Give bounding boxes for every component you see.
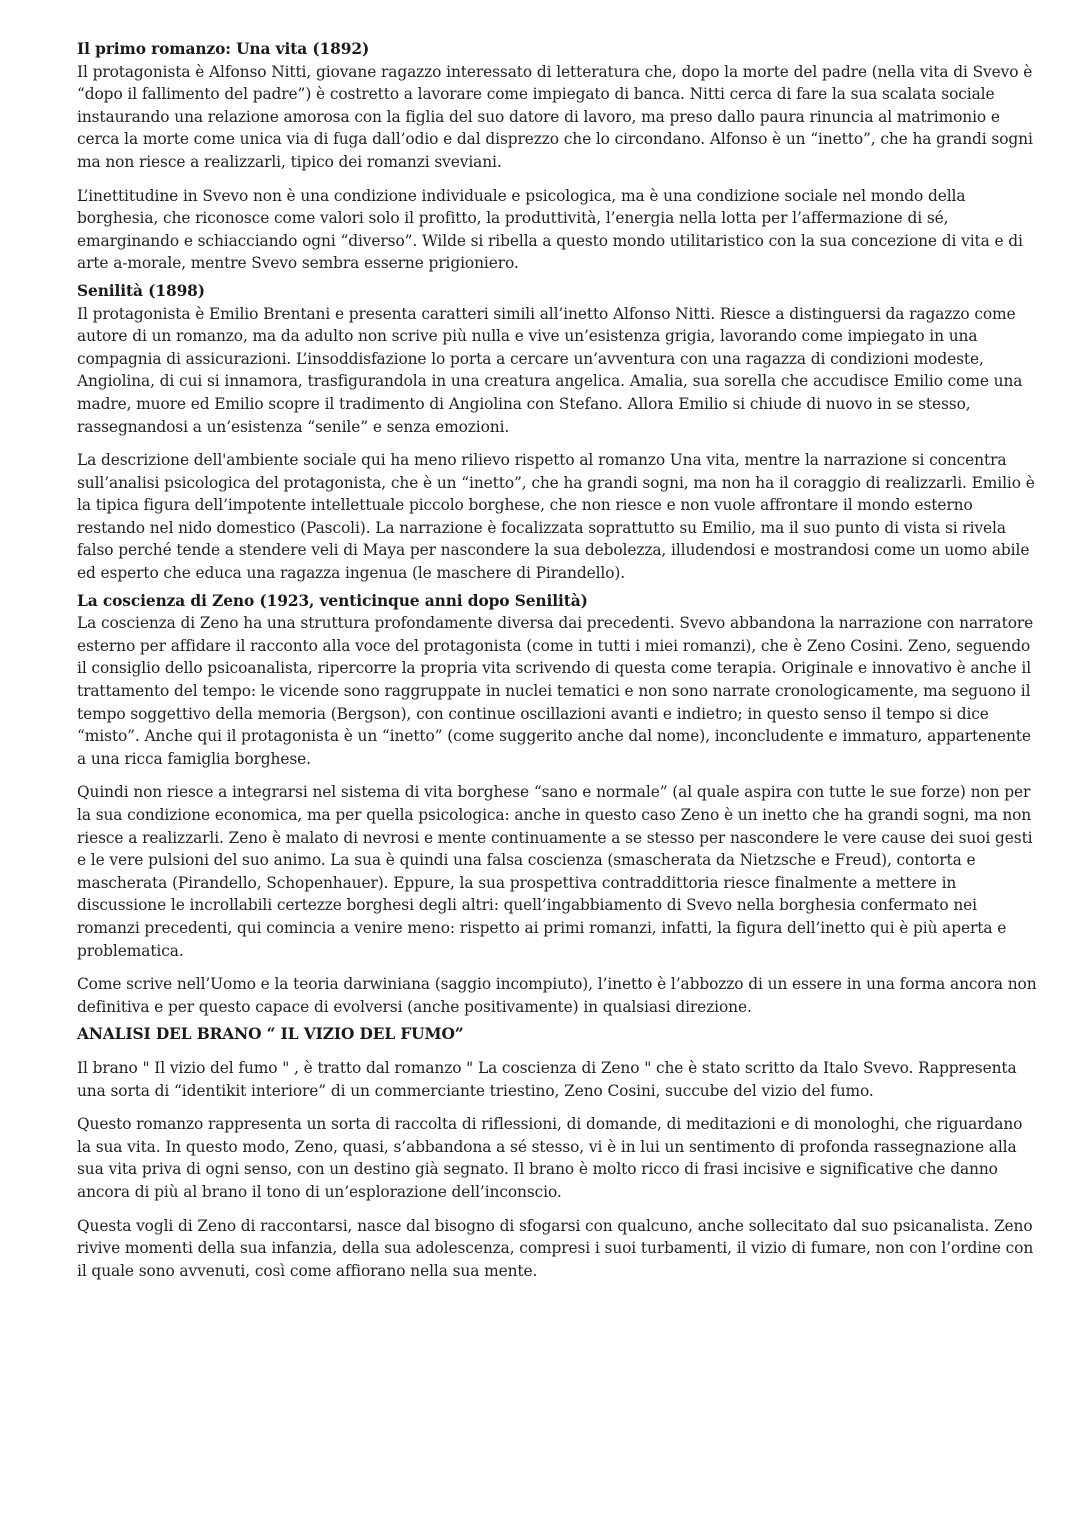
section-heading-una-vita: Il primo romanzo: Una vita (1892) xyxy=(77,40,370,58)
document-page xyxy=(77,38,1037,1293)
paragraph-zeno-2: Quindi non riesce a integrarsi nel sistema di vita borghese “sano e normale” (al quale aspira con tutte le sue forze) non per la sua condizione economica, ma per quella psicologica: anche in questo caso Zeno è un inetto che ha grandi sogni, ma non riesce a realizzarli. Zeno è malato di nevrosi e mente continuamente a se stesso per nascondere le vere cause dei suoi gesti e le vere pulsioni del suo animo. La sua è quindi una falsa coscienza (smascherata da Nietzsche e Freud), contorta e mascherata (Pirandello, Schopenhauer). Eppure, la sua prospettiva contraddittoria riesce finalmente a mettere in discussione le incrollabili certezze borghesi degli altri: quell’ingabbiamento di Svevo nella borghesia confermato nei romanzi precedenti, qui comincia a venire meno: rispetto ai primi romanzi, infatti, la figura dell’inetto qui è più aperta e problematica. xyxy=(77,783,1033,960)
paragraph-una-vita-2: L’inettitudine in Svevo non è una condizione individuale e psicologica, ma è una condizione sociale nel mondo della borghesia, che riconosce come valori solo il profitto, la produttività, l’energia nella lotta per l’affermazione di sé, emarginando e schiacciando ogni “diverso”. Wilde si ribella a questo mondo utilitaristico con la sua concezione di vita e di arte a-morale, mentre Svevo sembra esserne prigioniero. xyxy=(77,186,1023,273)
paragraph-senilita-2: La descrizione dell'ambiente sociale qui ha meno rilievo rispetto al romanzo Una vita, mentre la narrazione si concentra sull’analisi psicologica del protagonista, che è un “inetto”, che ha grandi sogni, ma non ha il coraggio di realizzarli. Emilio è la tipica figura dell’impotente intellettuale piccolo borghese, che non riesce e non vuole affrontare il mondo esterno restando nel nido domestico (Pascoli). La narrazione è focalizzata soprattutto su Emilio, ma il suo punto di vista si rivela falso perché tende a stendere veli di Maya per nascondere la sua debolezza, illudendosi e mostrandosi come un uomo abile ed esperto che educa una ragazza ingenua (le maschere di Pirandello). xyxy=(77,451,1035,583)
paragraph-una-vita-1: Il protagonista è Alfonso Nitti, giovane ragazzo interessato di letteratura che, dopo la morte del padre (nella vita di Svevo è “dopo il fallimento del padre”) è costretto a lavorare come impiegato di banca. Nitti cerca di fare la sua scalata sociale instaurando una relazione amorosa con la figlia del suo datore di lavoro, ma preso dallo paura rinuncia al matrimonio e cerca la morte come unica via di fuga dall’odio e dal disprezzo che lo circondano. Alfonso è un “inetto”, che ha grandi sogni ma non riesce a realizzarli, tipico dei romanzi sveviani. xyxy=(77,62,1033,171)
section-heading-analisi-brano: ANALISI DEL BRANO “ IL VIZIO DEL FUMO” xyxy=(77,1025,464,1044)
paragraph-senilita-1: Il protagonista è Emilio Brentani e presenta caratteri simili all’inetto Alfonso Nitti. Riesce a distinguersi da ragazzo come autore di un romanzo, ma da adulto non scrive più nulla e vive un’esistenza grigia, lavorando come impiegato in una compagnia di assicurazioni. L’insoddisfazione lo porta a cercare un’avventura con una ragazza di condizioni modeste, Angiolina, di cui si innamora, trasfigurandola in una creatura angelica. Amalia, sua sorella che accudisce Emilio come una madre, muore ed Emilio scopre il tradimento di Angiolina con Stefano. Allora Emilio si chiude di nuovo in se stesso, rassegnandosi a un’esistenza “senile” e senza emozioni. xyxy=(77,304,1023,436)
paragraph-analisi-1: Il brano " Il vizio del fumo " , è tratto dal romanzo " La coscienza di Zeno " che è stato scritto da Italo Svevo. Rappresenta una sorta di “identikit interiore” di un commerciante triestino, Zeno Cosini, succube del vizio del fumo. xyxy=(77,1058,1017,1100)
paragraph-analisi-2: Questo romanzo rappresenta un sorta di raccolta di riflessioni, di domande, di meditazioni e di monologhi, che riguardano la sua vita. In questo modo, Zeno, quasi, s’abbandona a sé stesso, vi è in lui un sentimento di profonda rassegnazione alla sua vita priva di ogni senso, con un destino già segnato. Il brano è molto ricco di frasi incisive e significative che danno ancora di più al brano il tono di un’esplorazione dell’inconscio. xyxy=(77,1115,1023,1201)
section-heading-senilita: Senilità (1898) xyxy=(77,281,205,300)
section-heading-coscienza-di-zeno: La coscienza di Zeno (1923, venticinque anni dopo Senilità) xyxy=(77,591,588,610)
paragraph-zeno-3: Come scrive nell’Uomo e la teoria darwiniana (saggio incompiuto), l’inetto è l’abbozzo di un essere in una forma ancora non definitiva e per questo capace di evolversi (anche positivamente) in qualsiasi direzione. xyxy=(77,975,1037,1016)
paragraph-analisi-3: Questa vogli di Zeno di raccontarsi, nasce dal bisogno di sfogarsi con qualcuno, anche sollecitato dal suo psicanalista. Zeno rivive momenti della sua infanzia, della sua adolescenza, compresi i suoi turbamenti, il vizio di fumare, non con l’ordine con il quale sono avvenuti, così come affiorano nella sua mente. xyxy=(77,1216,1034,1280)
paragraph-zeno-1: La coscienza di Zeno ha una struttura profondamente diversa dai precedenti. Svevo abbandona la narrazione con narratore esterno per affidare il racconto alla voce del protagonista (come in tutti i miei romanzi), che è Zeno Cosini. Zeno, seguendo il consiglio dello psicoanalista, ripercorre la propria vita scrivendo di questa come terapia. Originale e innovativo è anche il trattamento del tempo: le vicende sono raggruppate in nuclei tematici e non sono narrate cronologicamente, ma seguono il tempo soggettivo della memoria (Bergson), con continue oscillazioni avanti e indietro; in questo senso il tempo si dice “misto”. Anche qui il protagonista è un “inetto” (come suggerito anche dal nome), inconcludente e immaturo, appartenente a una ricca famiglia borghese. xyxy=(77,614,1034,768)
